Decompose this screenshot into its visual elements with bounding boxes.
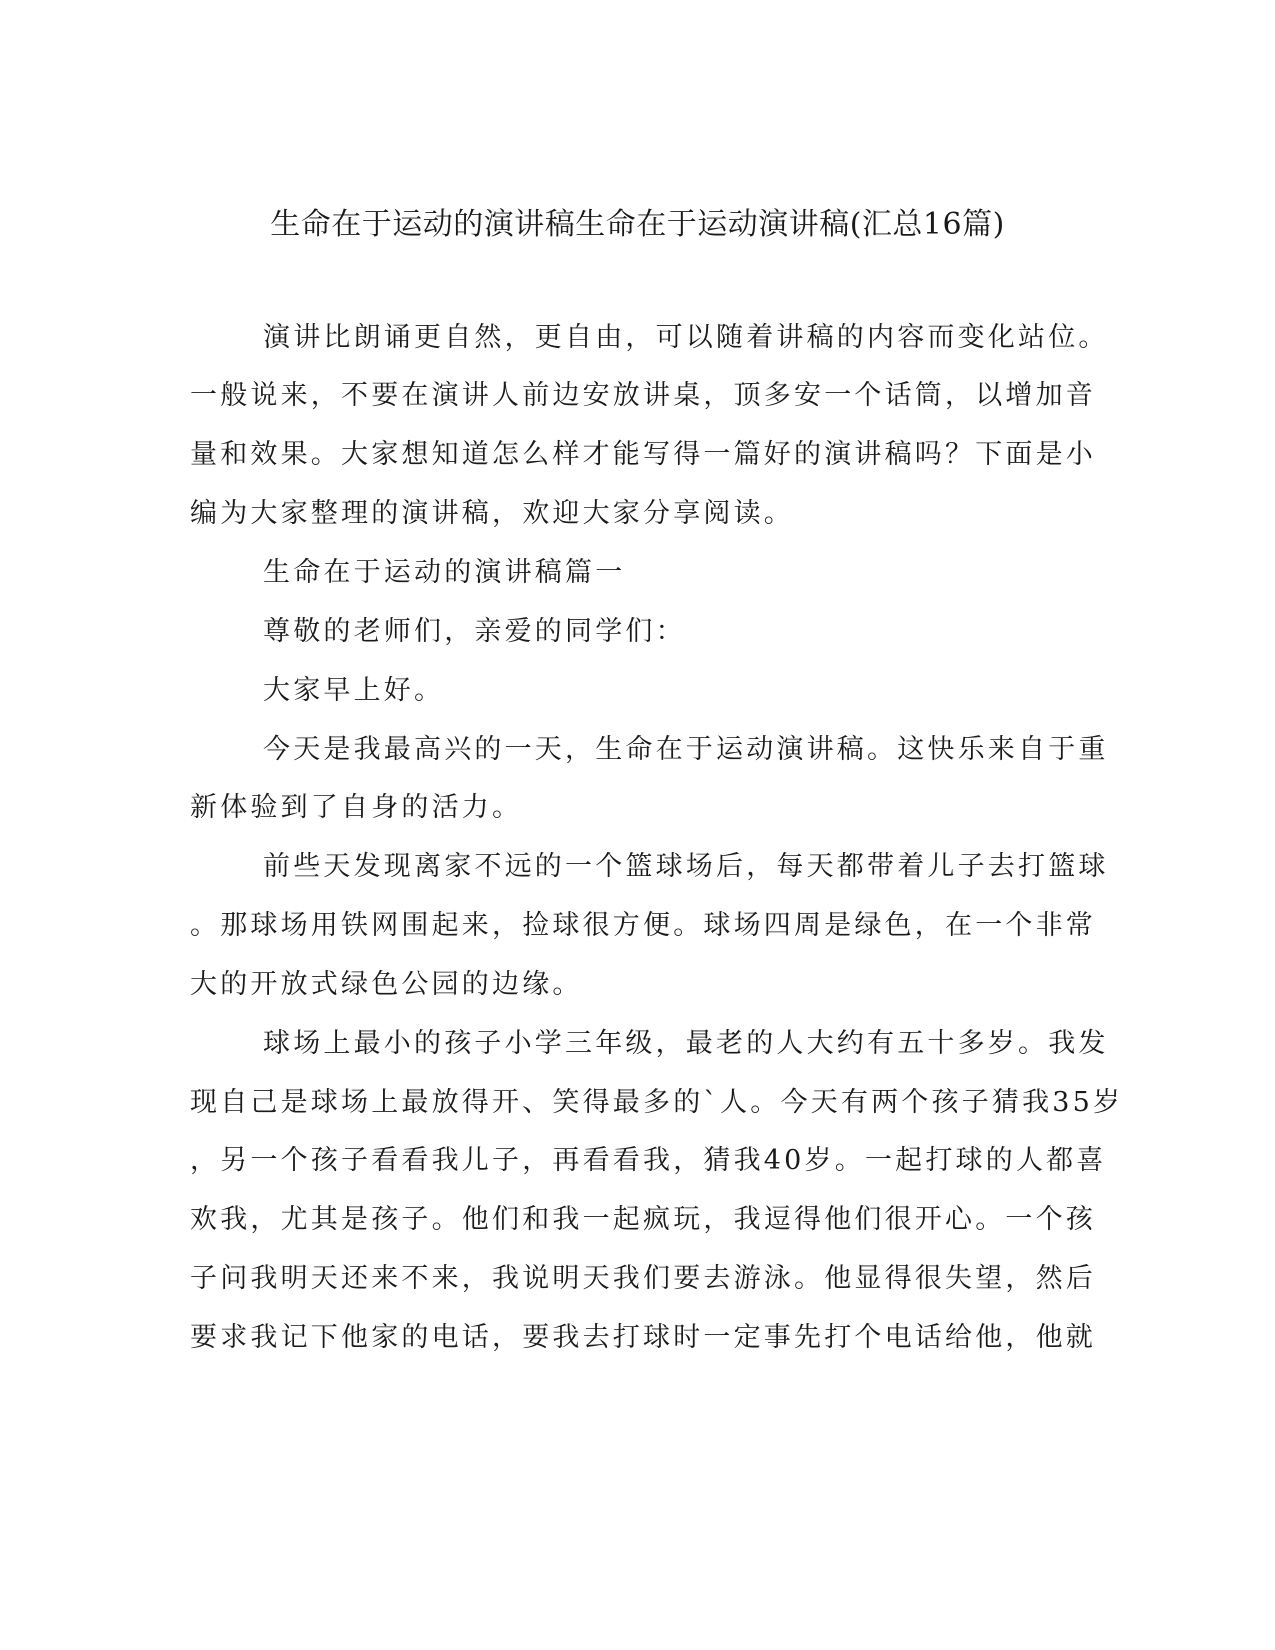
paragraph-line: 量和效果。大家想知道怎么样才能写得一篇好的演讲稿吗？下面是小	[190, 439, 1096, 470]
paragraph-line: 演讲比朗诵更自然，更自由，可以随着讲稿的内容而变化站位。	[263, 322, 1109, 353]
salutation: 尊敬的老师们，亲爱的同学们：	[263, 616, 686, 647]
paragraph-line: 一般说来，不要在演讲人前边安放讲桌，顶多安一个话筒，以增加音	[190, 380, 1096, 411]
paragraph-line: 。那球场用铁网围起来，捡球很方便。球场四周是绿色，在一个非常	[190, 910, 1096, 941]
paragraph-line: 新体验到了自身的活力。	[190, 792, 523, 823]
paragraph-line: 要求我记下他家的电话，要我去打球时一定事先打个电话给他，他就	[190, 1322, 1096, 1353]
paragraph-line: 子问我明天还来不来，我说明天我们要去游泳。他显得很失望，然后	[190, 1263, 1096, 1294]
paragraph-line: 编为大家整理的演讲稿，欢迎大家分享阅读。	[190, 498, 794, 529]
document-title: 生命在于运动的演讲稿生命在于运动演讲稿(汇总16篇)	[270, 207, 1005, 242]
paragraph-line: 大的开放式绿色公园的边缘。	[190, 969, 583, 1000]
section-heading: 生命在于运动的演讲稿篇一	[263, 557, 626, 588]
paragraph-line: 前些天发现离家不远的一个篮球场后，每天都带着儿子去打篮球	[263, 851, 1109, 882]
paragraph-line: ，另一个孩子看看我儿子，再看看我，猜我40岁。一起打球的人都喜	[190, 1145, 1107, 1176]
paragraph-line: 球场上最小的孩子小学三年级，最老的人大约有五十多岁。我发	[263, 1028, 1109, 1059]
paragraph-line: 欢我，尤其是孩子。他们和我一起疯玩，我逗得他们很开心。一个孩	[190, 1204, 1096, 1235]
paragraph-line: 今天是我最高兴的一天，生命在于运动演讲稿。这快乐来自于重	[263, 734, 1109, 765]
greeting: 大家早上好。	[263, 675, 445, 706]
paragraph-line: 现自己是球场上最放得开、笑得最多的`人。今天有两个孩子猜我35岁	[190, 1087, 1124, 1118]
